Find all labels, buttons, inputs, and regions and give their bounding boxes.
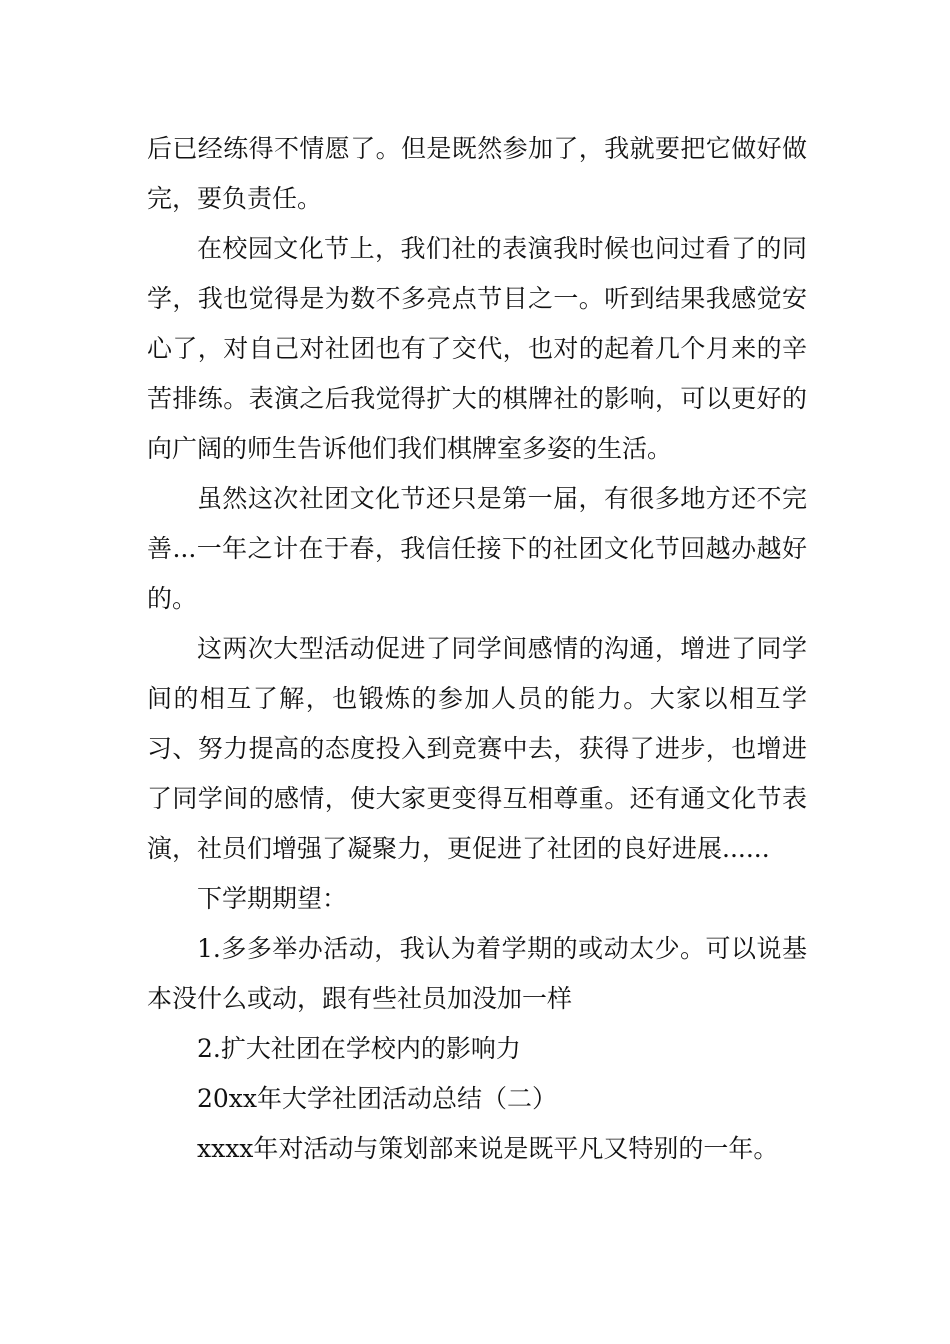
paragraph-year-intro: xxxx年对活动与策划部来说是既平凡又特别的一年。 bbox=[197, 1134, 779, 1163]
paragraph-culture-festival: 在校园文化节上，我们社的表演我时候也问过看了的同学，我也觉得是为数不多亮点节目之一。听到结果我感觉安心了，对自己对社团也有了交代，也对的起着几个月来的辛苦排练。表演之后我觉得扩大的棋牌社的影响，可以更好的向广阔的师生告诉他们我们棋牌室多姿的生活。 bbox=[147, 234, 807, 463]
list-item-more-activities: 1.多多举办活动，我认为着学期的或动太少。可以说基本没什么或动，跟有些社员加没加一样 bbox=[147, 934, 807, 1013]
section-title: 20xx年大学社团活动总结（二） bbox=[197, 1084, 558, 1113]
paragraph-first-festival: 虽然这次社团文化节还只是第一届，有很多地方还不完善...一年之计在于春，我信任接下的社团文化节回越办越好的。 bbox=[147, 484, 807, 613]
paragraph-activity-benefits: 这两次大型活动促进了同学间感情的沟通，增进了同学间的相互了解，也锻炼的参加人员的能力。大家以相互学习、努力提高的态度投入到竞赛中去，获得了进步，也增进了同学间的感情，使大家更变得互相尊重。还有通文化节表演，社员们增强了凝聚力，更促进了社团的良好进展...... bbox=[147, 634, 807, 863]
document-body bbox=[147, 124, 807, 1174]
paragraph-continuation: 后已经练得不情愿了。但是既然参加了，我就要把它做好做完，要负责任。 bbox=[147, 134, 807, 213]
list-item-expand-influence: 2.扩大社团在学校内的影响力 bbox=[197, 1034, 521, 1063]
paragraph-next-semester-hopes: 下学期期望： bbox=[197, 884, 348, 913]
